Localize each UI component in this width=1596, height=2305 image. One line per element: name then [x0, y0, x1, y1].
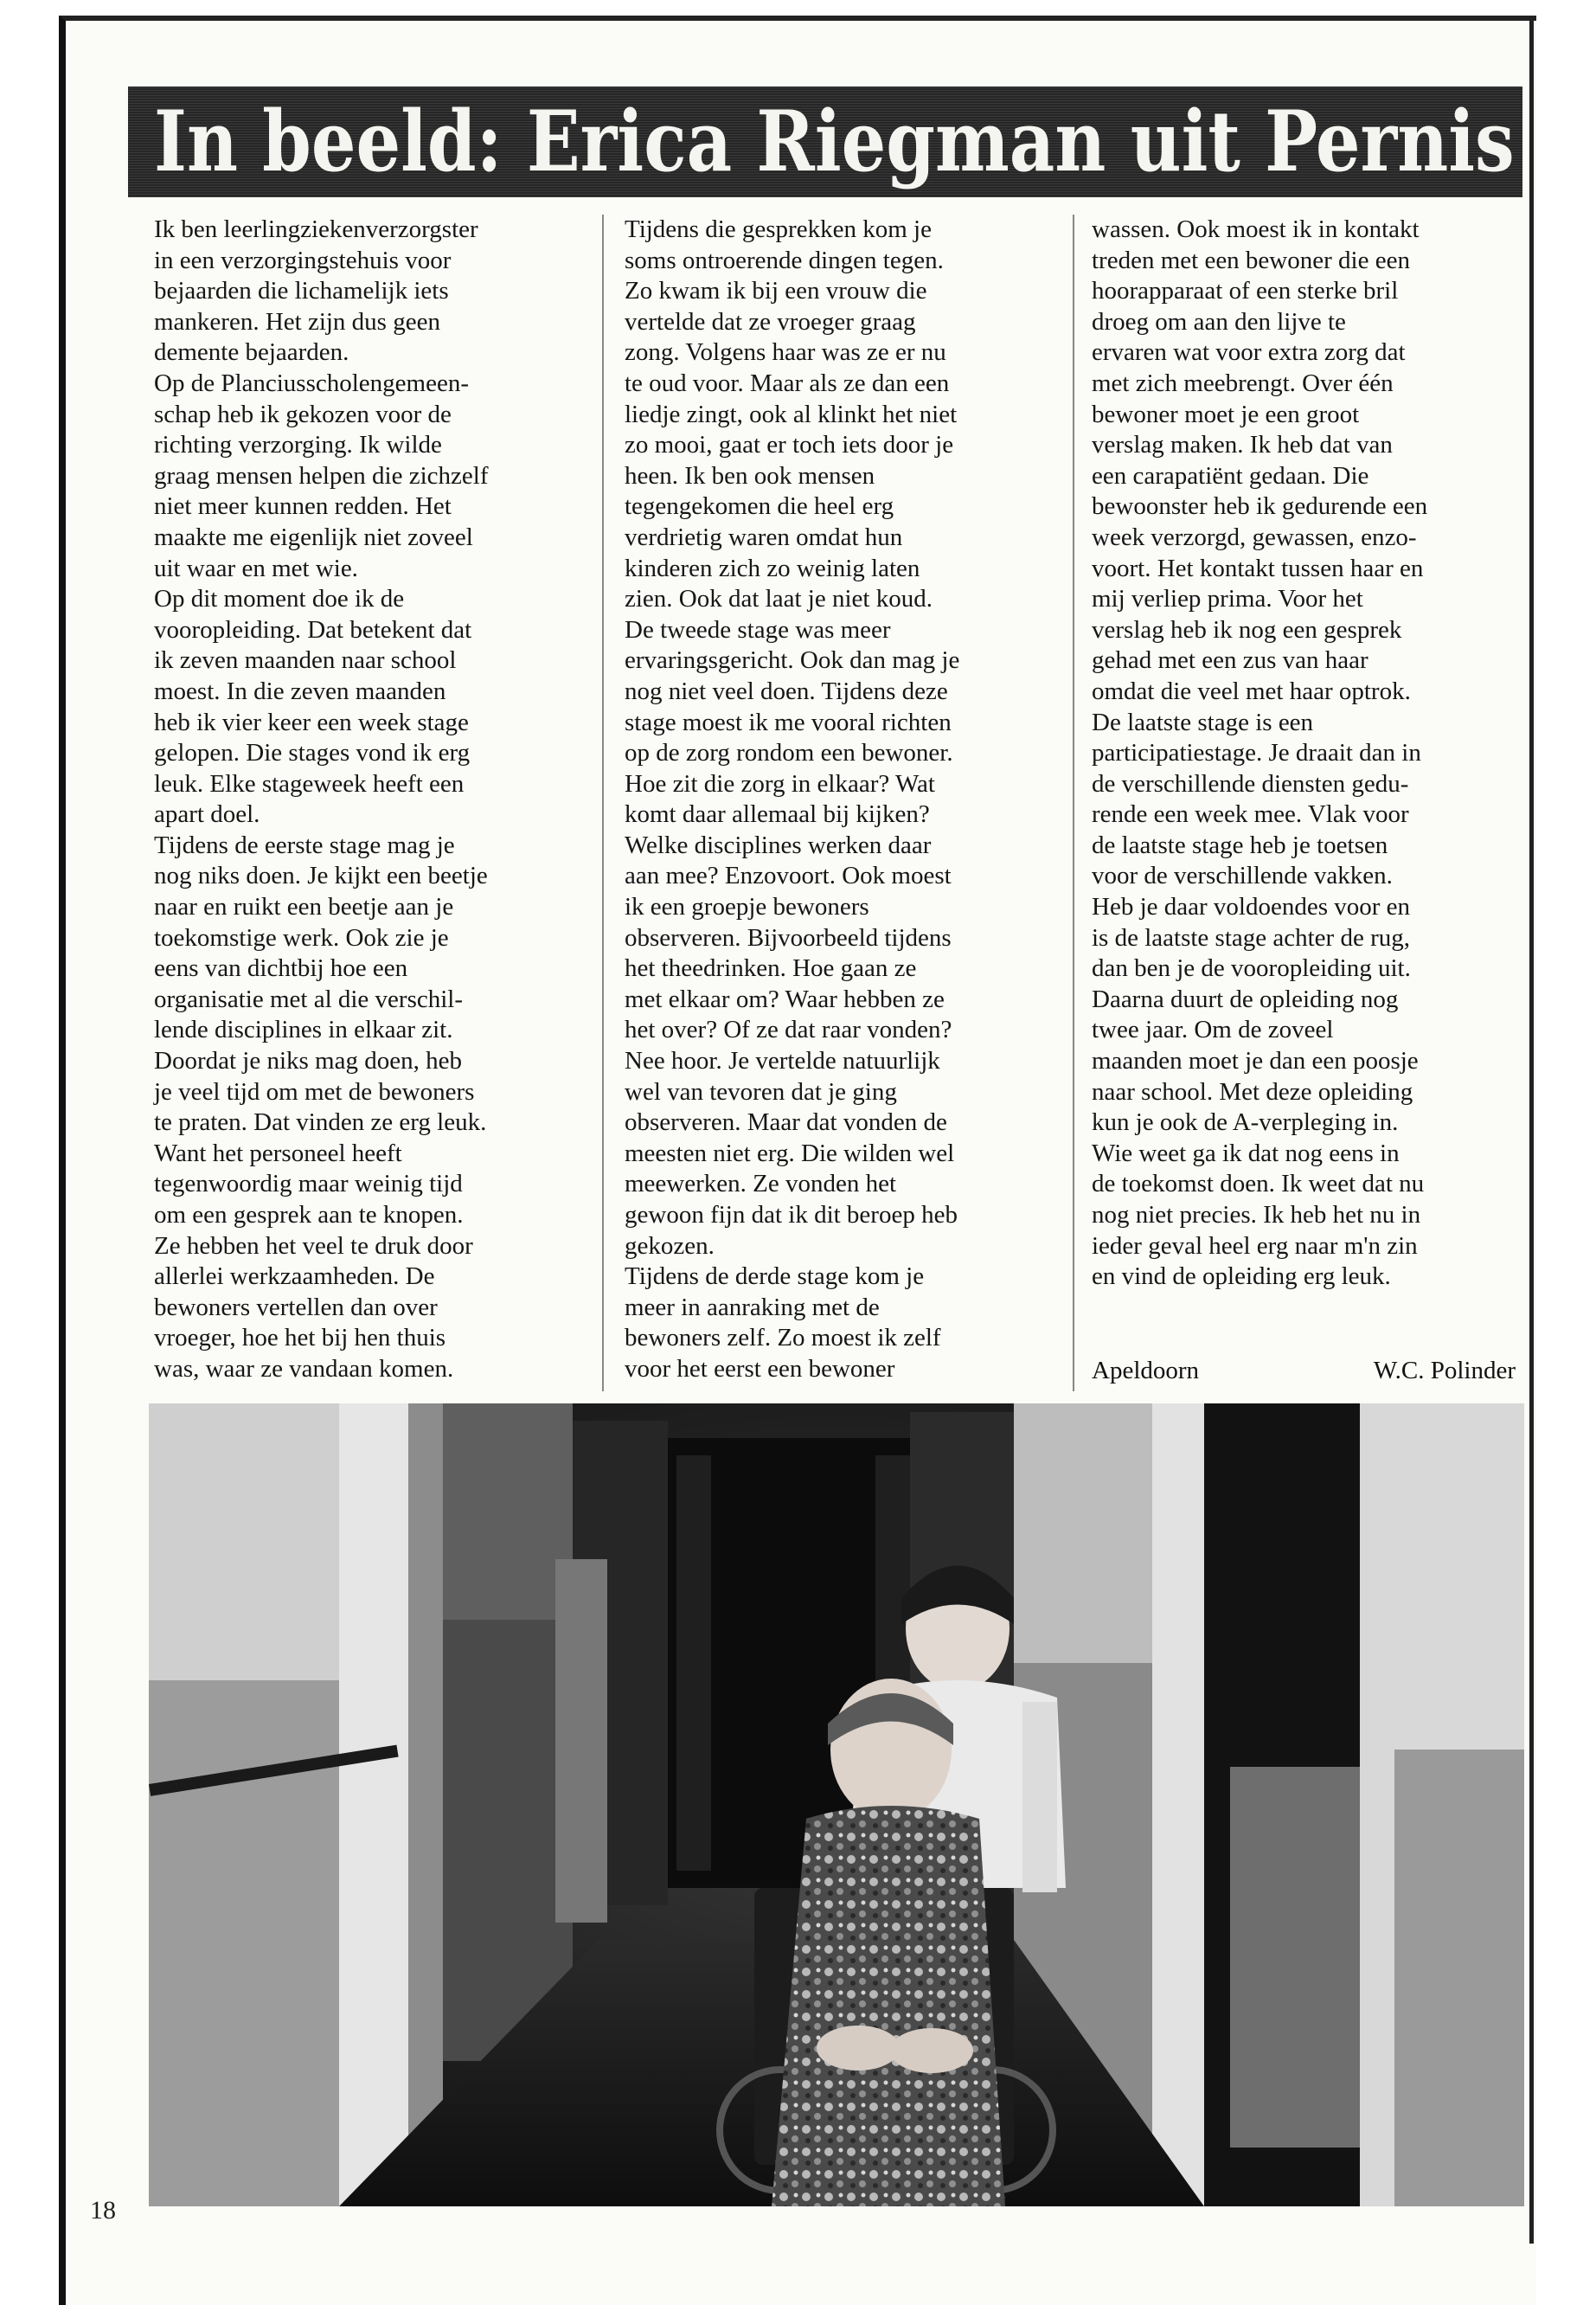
signature-line: [1092, 1355, 1516, 1386]
text-line: Ze hebben het veel te druk door: [154, 1231, 473, 1260]
text-line: zien. Ook dat laat je niet koud.: [625, 585, 933, 613]
text-line: lende disciplines in elkaar zit.: [154, 1016, 453, 1044]
text-line: demente bejaarden.: [154, 338, 349, 367]
text-line: de verschillende diensten gedu-: [1092, 769, 1409, 798]
text-line: nog niet precies. Ik heb het nu in: [1092, 1201, 1421, 1229]
text-line: droeg om aan den lijve te: [1092, 307, 1346, 336]
text-line: bewoonster heb ik gedurende een: [1092, 492, 1428, 521]
text-line: komt daar allemaal bij kijken?: [625, 800, 930, 829]
text-line: schap heb ik gekozen voor de: [154, 400, 452, 428]
text-line: richting verzorging. Ik wilde: [154, 431, 442, 459]
text-line: allerlei werkzaamheden. De: [154, 1262, 435, 1291]
text-line: ervaren wat voor extra zorg dat: [1092, 338, 1406, 367]
text-line: het theedrinken. Hoe gaan ze: [625, 954, 917, 983]
text-line: organisatie met al die verschil-: [154, 985, 464, 1013]
text-line: rende een week mee. Vlak voor: [1092, 800, 1409, 829]
text-line: op de zorg rondom een bewoner.: [625, 739, 953, 767]
right-border-rule: [1529, 16, 1534, 2244]
signature-author: W.C. Polinder: [1373, 1357, 1516, 1384]
text-line: maakte me eigenlijk niet zoveel: [154, 523, 473, 551]
text-line: Zo kwam ik bij een vrouw die: [625, 277, 927, 305]
text-line: was, waar ze vandaan komen.: [154, 1354, 454, 1383]
text-line: voor het eerst een bewoner: [625, 1354, 895, 1383]
text-line: Tijdens de eerste stage mag je: [154, 831, 455, 859]
text-line: vroeger, hoe het bij hen thuis: [154, 1324, 446, 1352]
text-line: mij verliep prima. Voor het: [1092, 585, 1363, 613]
text-line: wassen. Ook moest ik in kontakt: [1092, 215, 1420, 243]
text-line: vertelde dat ze vroeger graag: [625, 307, 916, 336]
text-line: gehad met een zus van haar: [1092, 646, 1368, 675]
text-line: mankeren. Het zijn dus geen: [154, 307, 440, 336]
text-line: voort. Het kontakt tussen haar en: [1092, 554, 1424, 582]
text-line: te praten. Dat vinden ze erg leuk.: [154, 1108, 487, 1137]
photo-hallway-wheelchair: [149, 1403, 1524, 2206]
text-line: Tijdens die gesprekken kom je: [625, 215, 932, 243]
text-line: en vind de opleiding erg leuk.: [1092, 1262, 1391, 1291]
text-line: voor de verschillende vakken.: [1092, 862, 1393, 890]
text-line: De tweede stage was meer: [625, 615, 891, 644]
text-line: ervaringsgericht. Ook dan mag je: [625, 646, 960, 675]
text-line: Op dit moment doe ik de: [154, 585, 405, 613]
text-line: stage moest ik me vooral richten: [625, 708, 952, 736]
text-line: verdrietig waren omdat hun: [625, 523, 903, 551]
text-line: Welke disciplines werken daar: [625, 831, 932, 859]
text-line: De laatste stage is een: [1092, 708, 1314, 736]
text-line: observeren. Maar dat vonden de: [625, 1108, 947, 1137]
text-line: eens van dichtbij hoe een: [154, 954, 408, 983]
text-line: naar en ruikt een beetje aan je: [154, 893, 454, 921]
text-line: bewoners zelf. Zo moest ik zelf: [625, 1324, 941, 1352]
text-line: Op de Planciusscholengemeen-: [154, 369, 470, 397]
text-line: bewoner moet je een groot: [1092, 400, 1360, 428]
text-line: tegenwoordig maar weinig tijd: [154, 1170, 463, 1198]
text-line: nog niks doen. Je kijkt een beetje: [154, 862, 488, 890]
page-number: 18: [90, 2196, 116, 2225]
text-line: participatiestage. Je draait dan in: [1092, 739, 1421, 767]
text-line: bewoners vertellen dan over: [154, 1293, 438, 1321]
text-line: Want het personeel heeft: [154, 1139, 402, 1167]
text-line: soms ontroerende dingen tegen.: [625, 246, 944, 274]
text-line: niet meer kunnen redden. Het: [154, 492, 452, 521]
text-line: verslag maken. Ik heb dat van: [1092, 431, 1393, 459]
text-line: meer in aanraking met de: [625, 1293, 880, 1321]
text-line: apart doel.: [154, 800, 260, 829]
text-line: twee jaar. Om de zoveel: [1092, 1016, 1334, 1044]
text-line: gelopen. Die stages vond ik erg: [154, 739, 471, 767]
text-line: liedje zingt, ook al klinkt het niet: [625, 400, 958, 428]
text-line: uit waar en met wie.: [154, 554, 358, 582]
text-line: Daarna duurt de opleiding nog: [1092, 985, 1399, 1013]
column-divider: [1073, 215, 1074, 1391]
text-line: met elkaar om? Waar hebben ze: [625, 985, 945, 1013]
text-line: omdat die veel met haar optrok.: [1092, 677, 1411, 705]
text-line: meesten niet erg. Die wilden wel: [625, 1139, 955, 1167]
text-line: Wie weet ga ik dat nog eens in: [1092, 1139, 1400, 1167]
text-line: Ik ben leerlingziekenverzorgster: [154, 215, 478, 243]
text-line: zo mooi, gaat er toch iets door je: [625, 431, 954, 459]
text-line: nog niet veel doen. Tijdens deze: [625, 677, 948, 705]
text-line: in een verzorgingstehuis voor: [154, 246, 452, 274]
text-line: Heb je daar voldoendes voor en: [1092, 893, 1411, 921]
text-line: Nee hoor. Je vertelde natuurlijk: [625, 1047, 940, 1075]
text-line: te oud voor. Maar als ze dan een: [625, 369, 950, 397]
column-divider: [602, 215, 604, 1391]
text-line: aan mee? Enzovoort. Ook moest: [625, 862, 952, 890]
text-line: moest. In die zeven maanden: [154, 677, 446, 705]
text-line: meewerken. Ze vonden het: [625, 1170, 897, 1198]
text-line: treden met een bewoner die een: [1092, 246, 1410, 274]
text-line: om een gesprek aan te knopen.: [154, 1201, 464, 1229]
signature-place: Apeldoorn: [1092, 1357, 1200, 1384]
text-line: Tijdens de derde stage kom je: [625, 1262, 925, 1291]
text-line: Hoe zit die zorg in elkaar? Wat: [625, 769, 935, 798]
title-banner: [128, 87, 1522, 197]
text-line: zong. Volgens haar was ze er nu: [625, 338, 946, 367]
text-line: ik een groepje bewoners: [625, 893, 869, 921]
text-line: gekozen.: [625, 1231, 715, 1260]
text-line: is de laatste stage achter de rug,: [1092, 923, 1410, 952]
text-line: ieder geval heel erg naar m'n zin: [1092, 1231, 1418, 1260]
photo-illustration: [149, 1403, 1524, 2206]
text-line: toekomstige werk. Ook zie je: [154, 923, 449, 952]
text-line: kun je ook de A-verpleging in.: [1092, 1108, 1399, 1137]
text-line: maanden moet je dan een poosje: [1092, 1047, 1419, 1075]
article-title: In beeld: Erica Riegman uit Pernis: [154, 93, 1515, 190]
text-line: verslag heb ik nog een gesprek: [1092, 615, 1402, 644]
text-line: dan ben je de vooropleiding uit.: [1092, 954, 1411, 983]
text-column-1: [154, 215, 578, 1385]
text-line: graag mensen helpen die zichzelf: [154, 461, 489, 490]
text-line: kinderen zich zo weinig laten: [625, 554, 920, 582]
text-line: vooropleiding. Dat betekent dat: [154, 615, 472, 644]
text-line: de laatste stage heb je toetsen: [1092, 831, 1388, 859]
text-line: de toekomst doen. Ik weet dat nu: [1092, 1170, 1425, 1198]
text-line: wel van tevoren dat je ging: [625, 1077, 897, 1106]
text-line: gewoon fijn dat ik dit beroep heb: [625, 1201, 958, 1229]
text-line: het over? Of ze dat raar vonden?: [625, 1016, 952, 1044]
text-line: heen. Ik ben ook mensen: [625, 461, 875, 490]
text-line: een carapatiënt gedaan. Die: [1092, 461, 1369, 490]
text-line: observeren. Bijvoorbeeld tijdens: [625, 923, 952, 952]
text-line: met zich meebrengt. Over één: [1092, 369, 1394, 397]
text-line: week verzorgd, gewassen, enzo-: [1092, 523, 1417, 551]
text-line: naar school. Met deze opleiding: [1092, 1077, 1413, 1106]
text-line: tegengekomen die heel erg: [625, 492, 894, 521]
text-line: heb ik vier keer een week stage: [154, 708, 469, 736]
text-line: hoorapparaat of een sterke bril: [1092, 277, 1399, 305]
text-line: ik zeven maanden naar school: [154, 646, 457, 675]
text-column-3: [1092, 215, 1516, 1293]
text-line: leuk. Elke stageweek heeft een: [154, 769, 465, 798]
text-line: je veel tijd om met de bewoners: [154, 1077, 475, 1106]
text-column-2: [625, 215, 1048, 1385]
text-line: Doordat je niks mag doen, heb: [154, 1047, 462, 1075]
text-line: bejaarden die lichamelijk iets: [154, 277, 449, 305]
